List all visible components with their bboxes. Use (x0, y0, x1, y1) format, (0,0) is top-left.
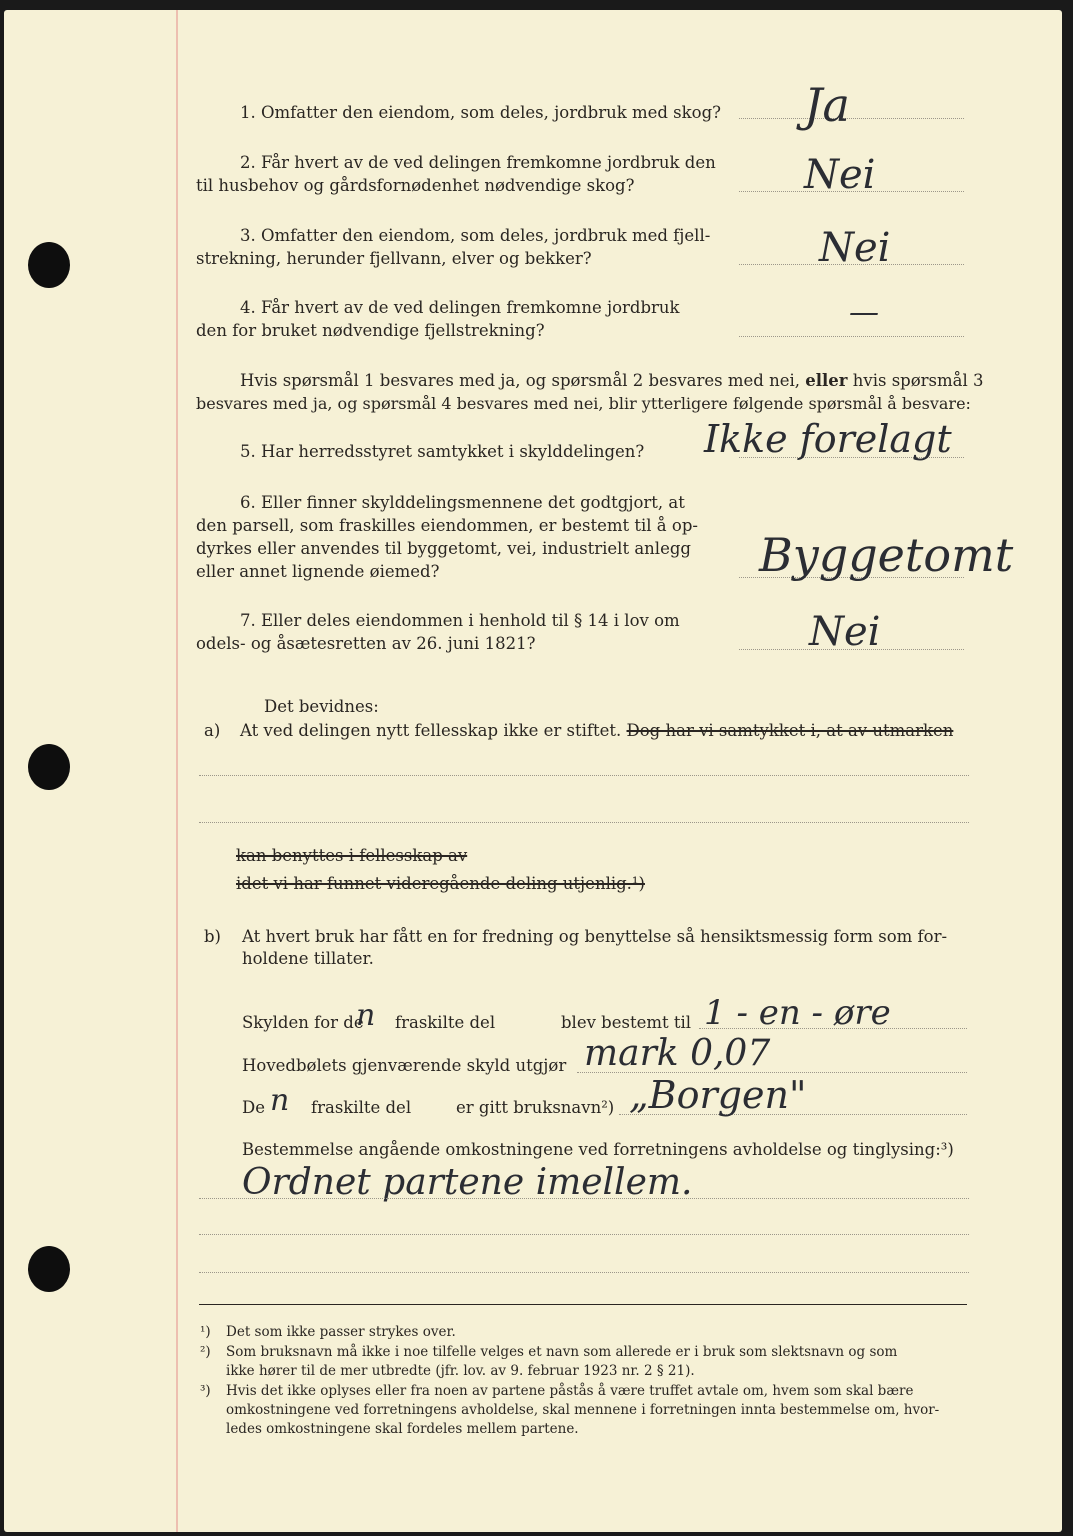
footnote-2-line-1: Som bruksnavn må ikke i noe tilfelle velges et navn som allerede er i bruk som slektsnavn og som (226, 1344, 898, 1360)
question-1: 1. Omfatter den eiendom, som deles, jordbruk med skog? (240, 103, 721, 122)
question-4-line-2: den for bruket nødvendige fjellstrekning? (196, 321, 545, 340)
question-6-line-1: 6. Eller finner skylddelingsmennene det godtgjort, at (240, 493, 685, 512)
struck-line-3: idet vi har funnet videregående deling utjenlig.¹) (236, 874, 645, 893)
item-a-text (240, 723, 953, 740)
blank-line (199, 822, 969, 823)
answer-4: — (849, 295, 879, 330)
punch-hole (28, 1246, 70, 1292)
instruction-text-a: Hvis spørsmål 1 besvares med ja, og spørsmål 2 besvares med nei, (240, 371, 801, 390)
question-6-line-4: eller annet lignende øiemed? (196, 562, 440, 581)
footnote-2-line-2: ikke hører til de mer utbredte (jfr. lov. av 9. februar 1923 nr. 2 § 21). (226, 1363, 695, 1379)
item-b-line-1: At hvert bruk har fått en for fredning og benyttelse så hensiktsmessig form som for- (242, 927, 948, 946)
footnote-3-line-3: ledes omkostningene skal fordeles mellem partene. (226, 1421, 579, 1437)
navn-handwritten: n (270, 1083, 290, 1118)
certify-heading: Det bevidnes: (264, 697, 379, 716)
answer-3: Nei (819, 225, 891, 271)
question-3-line-2: strekning, herunder fjellvann, elver og bekker? (196, 249, 592, 268)
struck-line-2: kan benyttes i fellesskap av (236, 846, 468, 865)
question-7-line-2: odels- og åsætesretten av 26. juni 1821? (196, 634, 536, 653)
bestem-answer: Ordnet partene imellem. (242, 1162, 693, 1203)
item-b-line-2: holdene tillater. (242, 949, 374, 968)
answer-2: Nei (804, 152, 876, 198)
answer-6: Byggetomt (759, 528, 1014, 582)
question-4-line-1: 4. Får hvert av de ved delingen fremkomne jordbruk (240, 298, 680, 317)
question-3-line-1: 3. Omfatter den eiendom, som deles, jordbruk med fjell- (240, 226, 711, 245)
question-7-line-1: 7. Eller deles eiendommen i henhold til § 14 i lov om (240, 611, 680, 630)
answer-1: Ja (804, 78, 850, 132)
hoved-label: Hovedbølets gjenværende skyld utgjør (242, 1056, 567, 1075)
hoved-answer: mark 0,07 (584, 1033, 771, 1074)
item-a-label: a) (204, 721, 221, 740)
footnote-3-mark: ³) (200, 1383, 211, 1399)
punch-hole (28, 744, 70, 790)
instruction-line-2: besvares med ja, og spørsmål 4 besvares med nei, blir ytterligere følgende spørsmål å besvare: (196, 394, 971, 413)
question-2-line-1: 2. Får hvert av de ved delingen fremkomne jordbruk den (240, 153, 716, 172)
question-5: 5. Har herredsstyret samtykket i skylddelingen? (240, 442, 645, 461)
navn-label-c: er gitt bruksnavn²) (456, 1098, 615, 1117)
answer-line (739, 336, 964, 337)
answer-line (739, 118, 964, 119)
item-a-struck: Dog har vi samtykket i, at av utmarken (626, 721, 954, 740)
footnote-rule (199, 1304, 967, 1305)
punch-hole (28, 242, 70, 288)
skyld-label-c: blev bestemt til (561, 1013, 692, 1032)
navn-label-b: fraskilte del (311, 1098, 412, 1117)
navn-answer: „Borgen" (629, 1073, 807, 1117)
bestem-label: Bestemmelse angående omkostningene ved forretningens avholdelse og tinglysing:³) (242, 1140, 954, 1159)
question-6-line-3: dyrkes eller anvendes til byggetomt, vei, industrielt anlegg (196, 539, 691, 558)
skyld-answer: 1 - en - øre (704, 993, 891, 1033)
blank-line (199, 775, 969, 776)
skyld-handwritten: n (356, 998, 376, 1033)
item-b-label: b) (204, 927, 221, 946)
instruction-emphasis: eller (805, 371, 848, 390)
question-6-line-2: den parsell, som fraskilles eiendommen, er bestemt til å op- (196, 516, 698, 535)
footnote-1-line-1: Det som ikke passer strykes over. (226, 1324, 456, 1340)
item-a-main: At ved delingen nytt fellesskap ikke er stiftet. (240, 721, 622, 740)
document-page (4, 10, 1062, 1532)
blank-line (199, 1234, 969, 1235)
blank-line (199, 1272, 969, 1273)
question-2-line-2: til husbehov og gårdsfornødenhet nødvendige skog? (196, 176, 635, 195)
footnote-3-line-1: Hvis det ikke oplyses eller fra noen av partene påstås å være truffet avtale om, hvem som skal bære (226, 1383, 914, 1399)
answer-line (199, 1198, 969, 1199)
instruction-text-b: hvis spørsmål 3 (852, 371, 984, 390)
skyld-label-b: fraskilte del (395, 1013, 496, 1032)
answer-7: Nei (809, 609, 881, 655)
footnote-1-mark: ¹) (200, 1324, 211, 1340)
navn-label-a: De (242, 1098, 265, 1117)
margin-line (176, 10, 178, 1532)
footnote-3-line-2: omkostningene ved forretningens avholdelse, skal mennene i forretningen innta bestemmelse om, hvor- (226, 1402, 940, 1418)
skyld-label-a: Skylden for de (242, 1013, 364, 1032)
instruction-line-1 (240, 373, 984, 390)
answer-5: Ikke forelagt (704, 417, 952, 461)
footnote-2-mark: ²) (200, 1344, 211, 1360)
